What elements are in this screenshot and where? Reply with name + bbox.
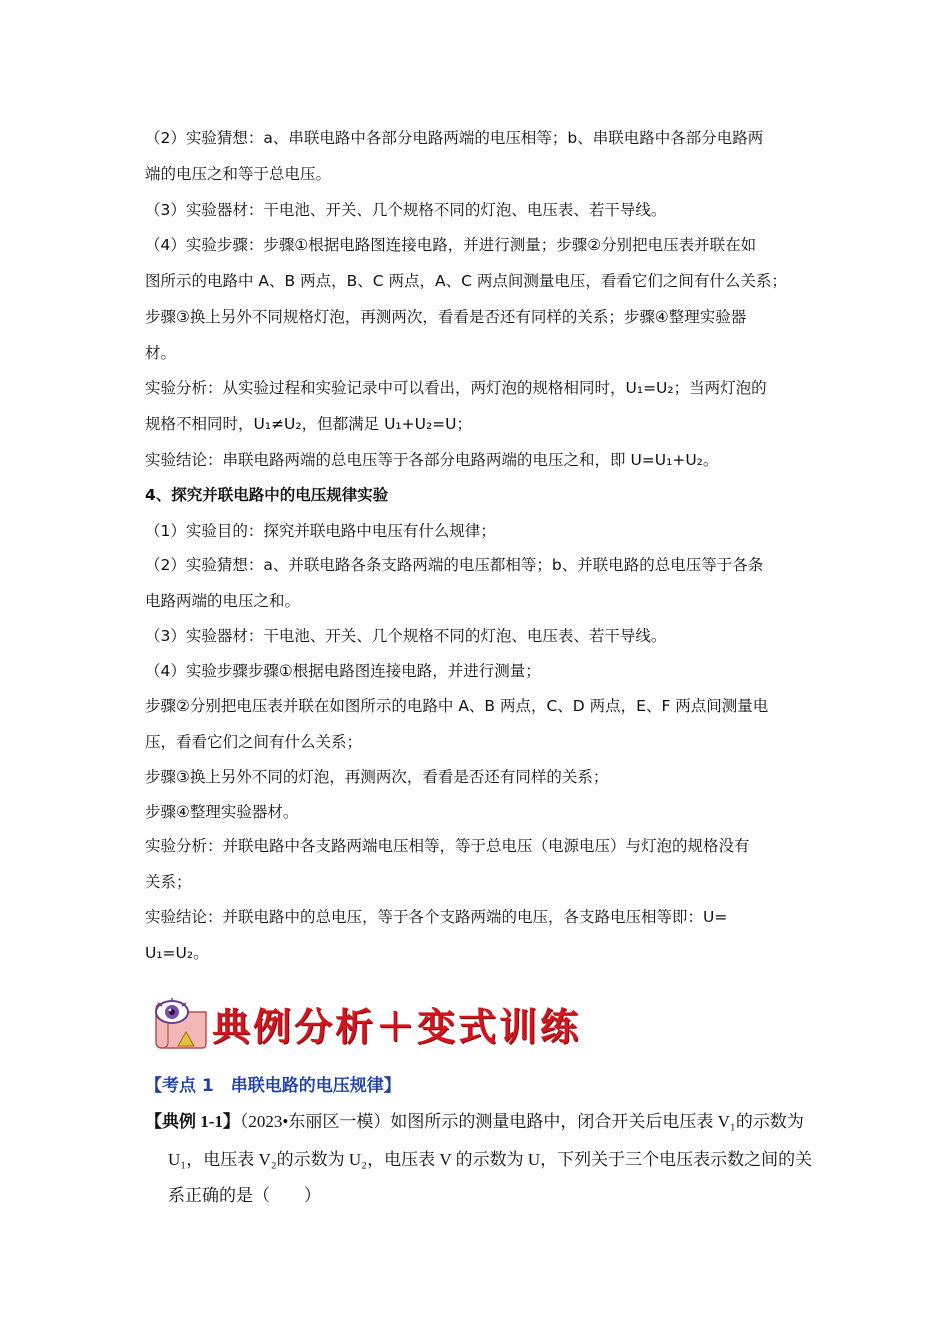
example-question-line-2: U₁，电压表 V₂的示数为 U₂，电压表 V 的示数为 U，下列关于三个电压表示数之间的关 <box>168 1150 813 1169</box>
exp3-steps-line-3: 步骤③换上另外不同规格灯泡，再测两次，看看是否还有同样的关系；步骤④整理实验器 <box>145 308 747 326</box>
analysis-text: ；当两灯泡的 <box>673 379 767 397</box>
exp4-steps-line-2: 步骤②分别把电压表并联在如图所示的电路中 A、B 两点，C、D 两点，E、F 两点间测量电 <box>145 697 769 715</box>
equation: U=U₁+U₂ <box>630 451 703 469</box>
exp3-steps-line-1: （4）实验步骤：步骤①根据电路图连接电路，并进行测量；步骤②分别把电压表并联在如 <box>145 236 757 254</box>
exp4-conclusion-line-1: 实验结论：并联电路中的总电压，等于各个支路两端的电压，各支路电压相等即：U= <box>145 908 728 926</box>
example-question-line-3: 系正确的是（ ） <box>168 1186 321 1205</box>
conclusion-text: 实验结论：串联电路两端的总电压等于各部分电路两端的电压之和，即 <box>145 451 631 469</box>
topic-heading: 【考点 1 串联电路的电压规律】 <box>145 1076 401 1096</box>
exp4-guess-line-1: （2）实验猜想：a、并联电路各条支路两端的电压都相等；b、并联电路的总电压等于各条 <box>145 556 764 574</box>
analysis-text: 实验分析：从实验过程和实验记录中可以看出，两灯泡的规格相同时， <box>145 379 626 397</box>
equation: U₁+U₂=U <box>384 415 457 433</box>
exp4-equipment: （3）实验器材：干电池、开关、几个规格不同的灯泡、电压表、若干导线。 <box>145 627 667 645</box>
scroll-eye-icon <box>150 990 210 1052</box>
conclusion-text: 。 <box>702 451 719 469</box>
exp3-guess-line-1: （2）实验猜想：a、串联电路中各部分电路两端的电压相等；b、串联电路中各部分电路两 <box>145 129 764 147</box>
exp4-purpose: （1）实验目的：探究并联电路中电压有什么规律； <box>145 522 496 540</box>
analysis-text: ，但都满足 <box>301 415 385 433</box>
banner-title: 典例分析＋变式训练 <box>212 1004 582 1049</box>
exp4-heading: 4、探究并联电路中的电压规律实验 <box>145 486 389 504</box>
equation: U₁=U₂ <box>625 379 674 397</box>
exp3-equipment: （3）实验器材：干电池、开关、几个规格不同的灯泡、电压表、若干导线。 <box>145 201 667 219</box>
exp4-steps-line-3: 压，看看它们之间有什么关系； <box>145 733 363 751</box>
exp3-analysis-line-1 <box>145 376 810 400</box>
analysis-text: ； <box>456 415 473 433</box>
question-text: （2023•东丽区一模）如图所示的测量电路中，闭合开关后电压表 V₁的示数为 <box>239 1112 804 1131</box>
analysis-text: 规格不相同时， <box>145 415 254 433</box>
example-label: 【典例 1-1】 <box>145 1112 240 1131</box>
section-banner <box>150 990 582 1052</box>
equation: U₁≠U₂ <box>253 415 302 433</box>
exp4-steps-line-4: 步骤③换上另外不同的灯泡，再测两次，看看是否还有同样的关系； <box>145 768 609 786</box>
example-question-line-1 <box>145 1110 810 1134</box>
exp3-analysis-line-2 <box>145 412 810 436</box>
exp4-steps-line-1: （4）实验步骤步骤①根据电路图连接电路，并进行测量； <box>145 662 541 680</box>
exp3-guess-line-2: 端的电压之和等于总电压。 <box>145 165 332 183</box>
exp4-steps-line-5: 步骤④整理实验器材。 <box>145 803 299 821</box>
exp4-conclusion-line-2: U₁=U₂。 <box>145 944 209 962</box>
exp4-guess-line-2: 电路两端的电压之和。 <box>145 592 301 610</box>
exp3-steps-line-4: 材。 <box>145 344 177 362</box>
exp4-analysis-line-2: 关系； <box>145 873 192 891</box>
exp3-conclusion <box>145 448 810 472</box>
exp3-steps-line-2: 图所示的电路中 A、B 两点，B、C 两点，A、C 两点间测量电压，看看它们之间有什么关系； <box>145 272 787 290</box>
exp4-analysis-line-1: 实验分析：并联电路中各支路两端电压相等，等于总电压（电源电压）与灯泡的规格没有 <box>145 837 750 855</box>
